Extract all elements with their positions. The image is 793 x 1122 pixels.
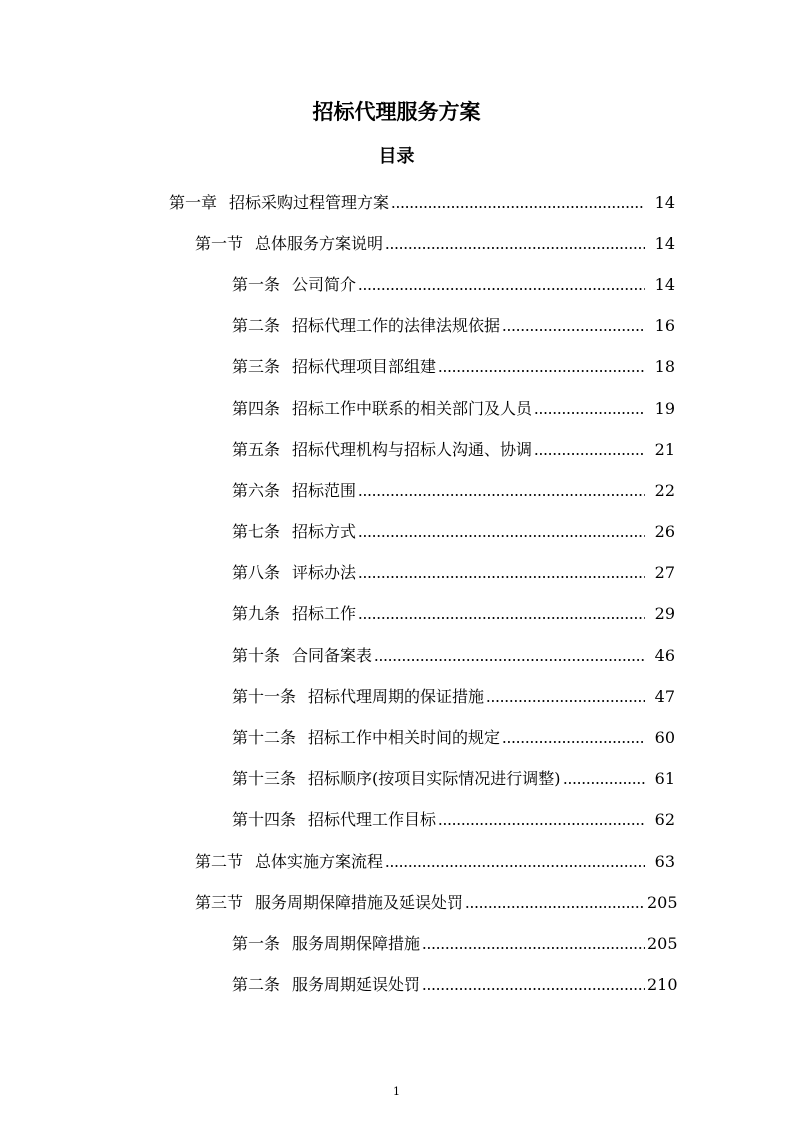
toc-entry-title: 合同备案表 bbox=[292, 645, 373, 665]
toc-entry-title: 服务周期保障措施 bbox=[292, 933, 421, 953]
toc-entry-page: 22 bbox=[654, 480, 675, 500]
dot-leader bbox=[486, 696, 645, 706]
toc-entry-title: 招标代理周期的保证措施 bbox=[308, 686, 485, 706]
toc-entry-number: 第十三条 bbox=[232, 769, 297, 789]
toc-entry[interactable] bbox=[0, 429, 793, 470]
toc-entry-page: 16 bbox=[654, 316, 675, 336]
dot-leader bbox=[422, 943, 645, 953]
toc-entry-number: 第十一条 bbox=[232, 686, 297, 706]
toc-entry-number: 第一条 bbox=[232, 274, 281, 294]
toc-entry-page: 61 bbox=[654, 769, 675, 789]
dot-leader bbox=[358, 531, 645, 541]
toc-entry-page: 26 bbox=[654, 522, 675, 542]
toc-entry-page: 14 bbox=[654, 233, 675, 253]
toc-entry-title: 招标工作中联系的相关部门及人员 bbox=[292, 398, 533, 418]
toc-entry-number: 第二条 bbox=[232, 975, 281, 995]
dot-leader bbox=[385, 861, 645, 871]
toc-entry[interactable] bbox=[0, 388, 793, 429]
toc-entry-title: 服务周期延误处罚 bbox=[292, 975, 421, 995]
toc-entry-page: 29 bbox=[654, 604, 675, 624]
toc-entry[interactable] bbox=[0, 347, 793, 388]
toc-entry-page: 19 bbox=[654, 398, 675, 418]
toc-entry-title: 招标工作中相关时间的规定 bbox=[308, 728, 501, 748]
toc-entry-page: 60 bbox=[654, 728, 675, 748]
toc-entry-number: 第四条 bbox=[232, 398, 281, 418]
toc-entry-number: 第一章 bbox=[169, 192, 218, 212]
toc-entry[interactable] bbox=[0, 759, 793, 800]
toc-entry-number: 第三节 bbox=[195, 892, 244, 912]
toc-entry[interactable] bbox=[0, 306, 793, 347]
dot-leader bbox=[563, 778, 645, 788]
toc-heading: 目录 bbox=[378, 146, 415, 167]
dot-leader bbox=[534, 449, 645, 459]
toc-entry-title: 招标代理机构与招标人沟通、协调 bbox=[292, 439, 533, 459]
toc-entry-number: 第九条 bbox=[232, 604, 281, 624]
toc-entry-page: 47 bbox=[654, 686, 675, 706]
toc-entry-page: 210 bbox=[647, 975, 678, 995]
toc-entry-number: 第二条 bbox=[232, 316, 281, 336]
toc-entry-page: 18 bbox=[654, 357, 675, 377]
toc-entry-page: 205 bbox=[647, 933, 678, 953]
toc-entry-page: 27 bbox=[654, 563, 675, 583]
toc-entry-title: 招标工作 bbox=[292, 604, 357, 624]
toc-entry-number: 第七条 bbox=[232, 522, 281, 542]
toc-entry-title: 总体实施方案流程 bbox=[255, 851, 384, 871]
toc-entry-title: 招标采购过程管理方案 bbox=[229, 192, 390, 212]
toc-entry-number: 第二节 bbox=[195, 851, 244, 871]
dot-leader bbox=[502, 325, 645, 335]
toc-entry-number: 第一条 bbox=[232, 933, 281, 953]
toc-entry-number: 第十条 bbox=[232, 645, 281, 665]
dot-leader bbox=[391, 202, 645, 212]
dot-leader bbox=[438, 819, 645, 829]
toc-entry-title: 招标范围 bbox=[292, 480, 357, 500]
toc-entry-page: 46 bbox=[654, 645, 675, 665]
dot-leader bbox=[385, 243, 645, 253]
toc-entry-page: 205 bbox=[647, 892, 678, 912]
toc-entry-number: 第八条 bbox=[232, 563, 281, 583]
toc-entry-number: 第一节 bbox=[195, 233, 244, 253]
dot-leader bbox=[438, 366, 645, 376]
toc-entry-number: 第五条 bbox=[232, 439, 281, 459]
page-number: 1 bbox=[393, 1085, 400, 1098]
toc-entry[interactable] bbox=[0, 965, 793, 1006]
toc-entry[interactable] bbox=[0, 470, 793, 511]
toc-entry-number: 第十二条 bbox=[232, 728, 297, 748]
toc-entry-title: 服务周期保障措施及延误处罚 bbox=[255, 892, 464, 912]
toc-entry-title: 招标顺序(按项目实际情况进行调整) bbox=[308, 769, 561, 789]
dot-leader bbox=[358, 284, 645, 294]
dot-leader bbox=[374, 655, 645, 665]
toc-entry-title: 招标代理工作目标 bbox=[308, 810, 437, 830]
toc-entry[interactable] bbox=[0, 882, 793, 923]
dot-leader bbox=[358, 572, 645, 582]
toc-entry[interactable] bbox=[0, 676, 793, 717]
toc-entry[interactable] bbox=[0, 594, 793, 635]
toc-entry[interactable] bbox=[0, 841, 793, 882]
toc-entry-page: 62 bbox=[654, 810, 675, 830]
dot-leader bbox=[358, 613, 645, 623]
document-title: 招标代理服务方案 bbox=[312, 100, 481, 124]
toc-entry[interactable] bbox=[0, 800, 793, 841]
dot-leader bbox=[534, 408, 645, 418]
toc-entry[interactable] bbox=[0, 635, 793, 676]
toc-entry-title: 招标代理工作的法律法规依据 bbox=[292, 316, 501, 336]
toc-entry[interactable] bbox=[0, 182, 793, 223]
toc-entry[interactable] bbox=[0, 553, 793, 594]
toc-entry[interactable] bbox=[0, 512, 793, 553]
toc-entry[interactable] bbox=[0, 717, 793, 758]
dot-leader bbox=[358, 490, 645, 500]
table-of-contents bbox=[0, 182, 793, 1006]
toc-entry-title: 招标代理项目部组建 bbox=[292, 357, 437, 377]
toc-entry-page: 14 bbox=[654, 192, 675, 212]
toc-entry-number: 第六条 bbox=[232, 480, 281, 500]
dot-leader bbox=[422, 984, 645, 994]
toc-entry[interactable] bbox=[0, 223, 793, 264]
toc-entry-title: 招标方式 bbox=[292, 522, 357, 542]
toc-entry-number: 第十四条 bbox=[232, 810, 297, 830]
toc-entry[interactable] bbox=[0, 264, 793, 305]
dot-leader bbox=[502, 737, 645, 747]
dot-leader bbox=[465, 902, 645, 912]
toc-entry-page: 21 bbox=[654, 439, 675, 459]
toc-entry-number: 第三条 bbox=[232, 357, 281, 377]
toc-entry-page: 14 bbox=[654, 274, 675, 294]
toc-entry-title: 总体服务方案说明 bbox=[255, 233, 384, 253]
toc-entry[interactable] bbox=[0, 923, 793, 964]
toc-entry-title: 评标办法 bbox=[292, 563, 357, 583]
toc-entry-page: 63 bbox=[654, 851, 675, 871]
toc-entry-title: 公司简介 bbox=[292, 274, 357, 294]
